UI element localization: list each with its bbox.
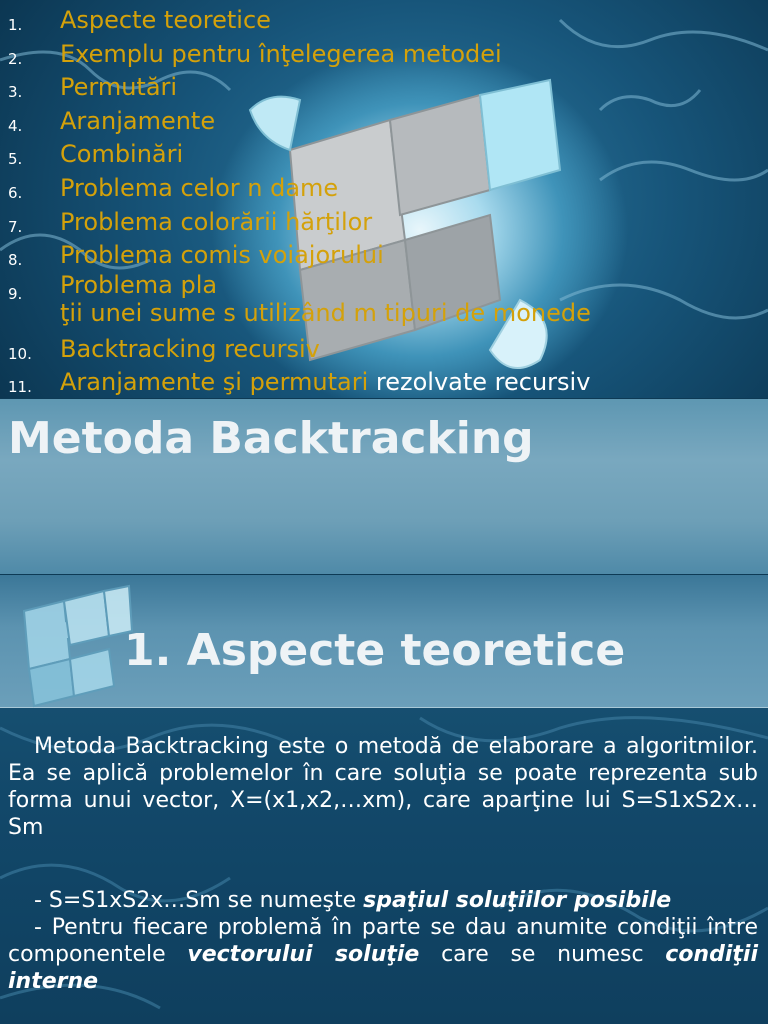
toc-number: 11.: [8, 378, 32, 397]
toc-text: [60, 368, 590, 396]
toc-text: Aspecte teoretice: [60, 6, 271, 34]
toc-number: 1.: [8, 16, 23, 34]
text-segment: - S=S1xS2x…Sm se numeşte: [34, 888, 357, 913]
slide-table-of-contents: [0, 0, 768, 398]
slide-body-text: [8, 733, 758, 995]
emphasis-term: condiţii interne: [8, 942, 758, 994]
text-segment: care se numesc: [441, 942, 644, 967]
toc-number: 10.: [8, 344, 32, 363]
toc-number: 6.: [8, 183, 23, 202]
toc-text-part-b: şi: [222, 368, 242, 397]
slide-theory: [0, 575, 768, 1024]
toc-number: 7.: [8, 217, 23, 236]
paragraph-solution-space: [8, 887, 758, 914]
slide-header: [0, 575, 768, 708]
toc-text: Problema celor n dame: [60, 173, 339, 202]
toc-text: Problema colorării hărţilor: [60, 207, 373, 236]
puzzle-logo-icon: [4, 581, 134, 711]
toc-number: 4.: [8, 116, 23, 135]
toc-text-part-e: recursiv: [494, 368, 591, 397]
toc-text: Exemplu pentru înţelegerea metodei: [60, 39, 502, 68]
emphasis-term: vectorului soluţie: [187, 942, 420, 967]
toc-text: Backtracking recursiv: [60, 334, 320, 363]
text-segment: - Pentru fiecare problemă în parte se dau anumite condiţii între componentele: [8, 915, 758, 967]
toc-number: 8.: [8, 251, 23, 270]
toc-number: 9.: [8, 284, 23, 303]
slide-title-heading: Metoda Backtracking: [8, 413, 534, 464]
section-heading: 1. Aspecte teoretice: [124, 625, 626, 676]
toc-text: Problema comis voiajorului: [60, 241, 384, 270]
toc-text-part-a: Aranjamente: [60, 368, 216, 397]
emphasis-term: spaţiul soluţiilor posibile: [363, 888, 672, 913]
toc-text: Aranjamente: [60, 106, 216, 135]
paragraph-internal-conditions: [8, 914, 758, 995]
toc-text-part-d: rezolvate: [375, 368, 488, 397]
toc-number: 3.: [8, 83, 23, 102]
slide-title: [0, 399, 768, 574]
toc-number: 2.: [8, 49, 23, 68]
toc-text-part-c: permutari: [249, 368, 369, 397]
toc-text: Combinări: [60, 140, 184, 169]
paragraph-definition: Metoda Backtracking este o metodă de elaborare a algoritmilor. Ea se aplică problemelor în care soluţia se poate reprezenta sub forma unui vector, X=(x1,x2,…xm), care aparţine lui S=S1xS2x…Sm: [8, 734, 758, 840]
toc-text: Permutări: [60, 73, 178, 102]
toc-number: 5.: [8, 150, 23, 169]
toc-text: [60, 271, 591, 327]
toc-text-line1: Problema pla: [60, 270, 218, 299]
toc-text-line2: ţii unei sume s utilizând m tipuri de monede: [60, 298, 591, 327]
